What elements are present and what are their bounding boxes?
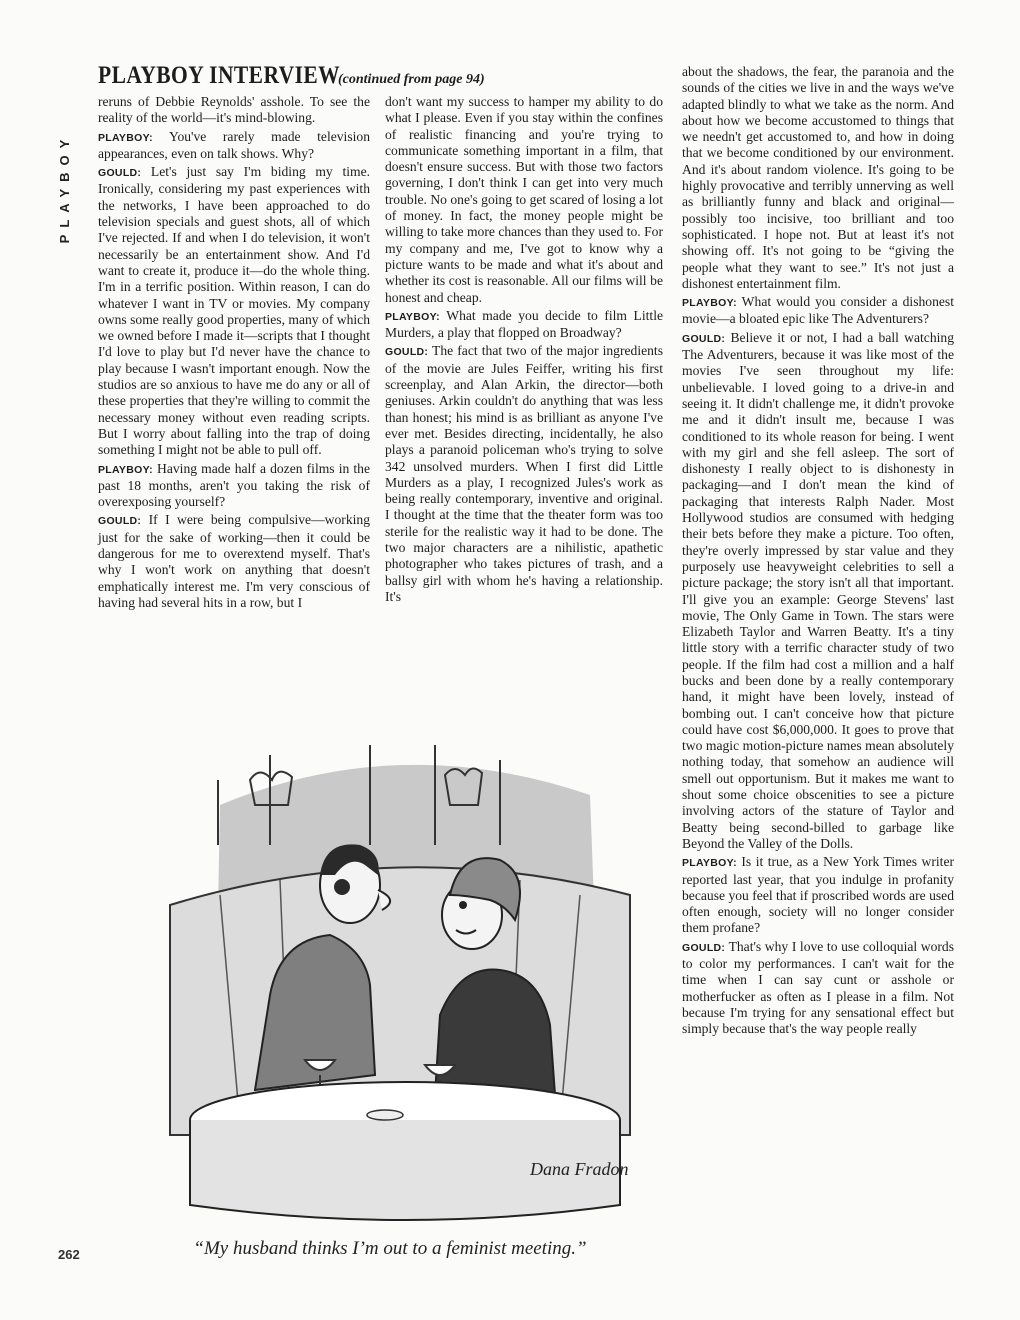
speaker-label: PLAYBOY: (98, 131, 153, 144)
paragraph (385, 308, 663, 342)
speaker-label: PLAYBOY: (682, 297, 737, 310)
page-number: 262 (58, 1247, 80, 1262)
speaker-label: PLAYBOY: (682, 857, 737, 870)
speaker-label: GOULD: (98, 167, 142, 180)
paragraph (98, 129, 370, 163)
vertical-magazine-label (54, 58, 76, 244)
paragraph-text: What would you consider a dishonest movie—a bloated epic like The Adventurers? (682, 294, 954, 327)
paragraph-text: What made you decide to film Little Murders, a play that flopped on Broadway? (385, 307, 663, 341)
paragraph-text: You've rarely made television appearances, even on talk shows. Why? (98, 128, 370, 161)
paragraph-text: reruns of Debbie Reynolds' asshole. To see the reality of the world—it's mind-blowing. (98, 94, 370, 126)
speaker-label: GOULD: (98, 515, 142, 528)
text-column-2 (385, 94, 663, 607)
paragraph-text: about the shadows, the fear, the paranoia and the sounds of the cities we live in and the ways we've adapted blindly to what we take as the norm. And about how we become accustomed to things that we needn't get accustomed to, and how in doing that we become conditioned by our environment. And it's about random violence. It's going to be highly provocative and terribly unnerving as well as brilliantly funny and black and original—possibly too incisive, too brilliant and too sophisticated. I hope not. But at least it's not showing off. It's not going to be “giving the people what they want to see.” It's not just a dishonest entertainment film. (682, 64, 954, 291)
article-title: PLAYBOY INTERVIEW (98, 62, 341, 89)
text-column-1 (98, 94, 370, 613)
paragraph (385, 94, 663, 306)
text-column-3 (682, 64, 954, 1040)
paragraph-text: Having made half a dozen films in the past 18 months, aren't you taking the risk of overexposing yourself? (98, 460, 370, 510)
paragraph-text: don't want my success to hamper my ability to do what I please. Even if you stay within the confines of realistic financing and you're trying to communicate something important in a film, that doesn't ensure success. But with those two factors governing, I don't think I can get into very much trouble. No one's going to get scared of losing a lot of money. In fact, the money people might be willing to take more chances than they used to. For my company and me, I've got to know why a picture wants to be made and what it's about and whether its cost is reasonable. All our films will be honest and cheap. (385, 94, 663, 305)
paragraph (682, 294, 954, 328)
vertical-label-text: PLAYBOY (57, 132, 72, 244)
paragraph (98, 164, 370, 458)
speaker-label: GOULD: (682, 941, 726, 954)
paragraph-text: If I were being compulsive—working just for the sake of working—then it could be dangerous for me to overextend myself. That's why I won't work on anything that doesn't emphatically interest me. I'm very conscious of having had several hits in a row, but I (98, 512, 370, 610)
paragraph (98, 94, 370, 127)
paragraph (682, 64, 954, 292)
continued-note: (continued from page 94) (338, 72, 485, 87)
paragraph-text: That's why I love to use colloquial words to color my performances. I can't wait for the time when I can say cunt or asshole or motherfucker as often as I please in a film. Not because I'm trying for any sensational effect but simply because that's the way people really (682, 938, 954, 1037)
speaker-label: PLAYBOY: (98, 463, 153, 476)
speaker-label: GOULD: (385, 346, 429, 359)
paragraph (385, 343, 663, 605)
article-header (98, 62, 485, 90)
paragraph (682, 854, 954, 936)
paragraph (682, 330, 954, 853)
paragraph (98, 512, 370, 611)
paragraph-text: The fact that two of the major ingredients of the movie are Jules Feiffer, writing his first screenplay, and Alan Arkin, the director—both geniuses. Arkin couldn't do anything that was less than honest; his mind is as brilliant as anyone I've ever met. Besides directing, incidentally, he also plays a paranoid policeman who's trying to solve 342 unsolved murders. When I first did Little Murders as a play, I recognized Jules's work as being really contemporary, inventive and original. I thought at the time that the theater form was too sterile for the realistic way it had to be done. The two major characters are a nihilistic, apathetic photographer who takes pictures of trash, and a ballsy girl with whom he's having a relationship. It's (385, 343, 663, 604)
cartoon-caption: “My husband thinks I’m out to a feminist meeting.” (193, 1238, 587, 1259)
speaker-label: GOULD: (682, 332, 726, 345)
cartoonist-signature: Dana Fradon (530, 1159, 629, 1179)
paragraph-text: Believe it or not, I had a ball watching The Adventurers, because it was like most of the movies I've seen throughout my life: unbelievable. I loved going to a drive-in and seeing it. It didn't challenge me, it didn't provoke me and it didn't insult me, because I was conditioned to its whole reason for being. I went with my girl and she fell asleep. The sort of dishonesty I really object to is dishonesty in packaging—and I don't mean the kind of packaging that interests Ralph Nader. Most Hollywood studios are consumed with hedging their bets before they make a picture. Too often, they're overly impressed by star value and they purposely use heavyweight celebrities to sell a picture package; the story isn't all that important. I'll give you an example: George Stevens' last movie, The Only Game in Town. The stars were Elizabeth Taylor and Warren Beatty. It's a tiny little story with a terrific character study of two people. If the film had cost a million and a half bucks and been done by a really contemporary hand, it might have been lovely, instead of bombing out. I can't conceive how that picture could have cost $6,000,000. It goes to prove that two magic motion-picture names mean absolutely nothing today, that somehow an audience will smell out opportunism. But it makes me want to shout some choice obscenities to see a picture involving actors of the stature of Taylor and Beatty being second-billed to garbage like Beyond the Valley of the Dolls. (682, 329, 954, 851)
cartoon-illustration (160, 735, 638, 1230)
paragraph-text: Let's just say I'm biding my time. Ironically, considering my past experiences with the networks, I have been approached to do television specials and guest shots, all of which I've rejected. If and when I do television, it won't necessarily be an entertainment show. And I'd want to create it, produce it—do the whole thing. I'm in a terrific position. Within reason, I can do whatever I want in TV or movies. My company owns some really good properties, many of which we owned before I made it—scripts that I thought I'd love to play but I'd never have the chance to play because I wasn't important enough. Now the studios are so anxious to have me do any or all of these properties that they're willing to commit the necessary money without even reading scripts. But I worry about falling into the trap of doing something I might not be able to pull off. (98, 164, 370, 458)
paragraph (98, 461, 370, 511)
paragraph (682, 939, 954, 1038)
speaker-label: PLAYBOY: (385, 310, 440, 323)
paragraph-text: Is it true, as a New York Times writer reported last year, that you indulge in profanity because you feel that if proscribed words are used often enough, society will no longer consider them profane? (682, 854, 954, 936)
